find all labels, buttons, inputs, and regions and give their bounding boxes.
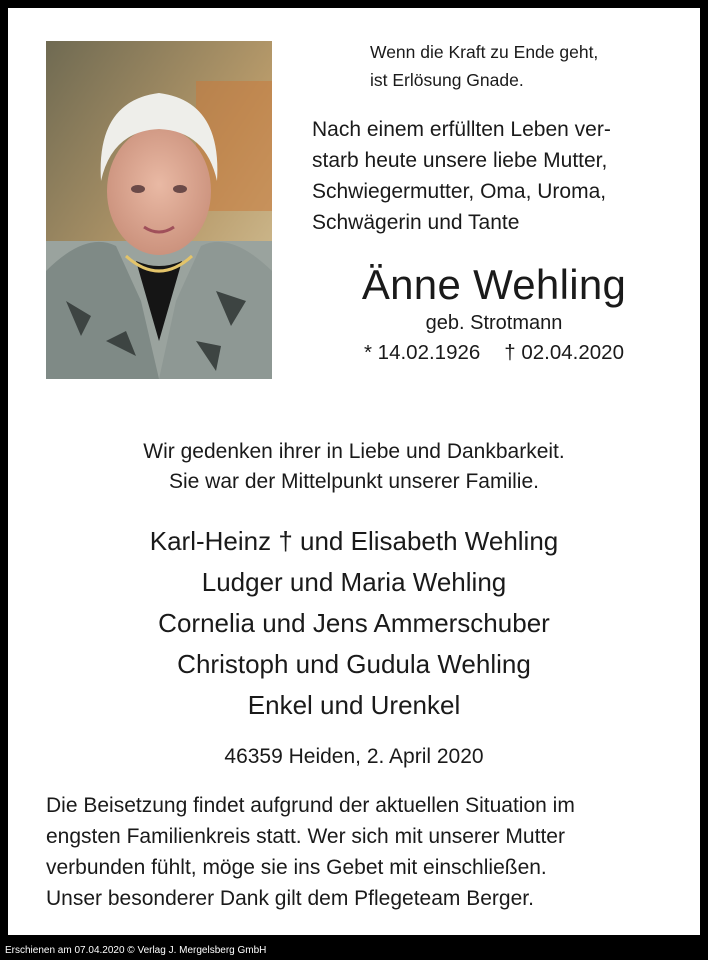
intro-line: Schwiegermutter, Oma, Uroma, [312, 180, 607, 203]
life-dates [304, 339, 684, 367]
mourner-entry: Ludger und Maria Wehling [201, 567, 507, 597]
motto-verse [370, 38, 670, 94]
death-date: † 02.04.2020 [504, 341, 624, 364]
motto-line: Wenn die Kraft zu Ende geht, [370, 42, 599, 62]
notice-line: engsten Familienkreis statt. Wer sich mit unserer Mutter [46, 825, 565, 848]
notice-line: verbunden fühlt, möge sie ins Gebet mit einschließen. [46, 856, 547, 879]
mourner-entry: Cornelia und Jens Ammerschuber [158, 608, 550, 638]
intro-line: starb heute unsere liebe Mutter, [312, 149, 608, 172]
intro-line: Nach einem erfüllten Leben ver- [312, 118, 611, 141]
funeral-notice [46, 790, 662, 914]
mourners-list [8, 521, 700, 726]
remembrance-line: Wir gedenken ihrer in Liebe und Dankbarkeit. [143, 440, 565, 463]
maiden-name: geb. Strotmann [425, 312, 563, 334]
notice-line: Die Beisetzung findet aufgrund der aktuellen Situation im [46, 794, 575, 817]
birth-date: * 14.02.1926 [364, 341, 481, 364]
publication-footer: Erschienen am 07.04.2020 © Verlag J. Mergelsberg GmbH [5, 945, 267, 956]
place-date: 46359 Heiden, 2. April 2020 [224, 745, 484, 768]
portrait-photo [46, 41, 272, 379]
mourner-entry: Christoph und Gudula Wehling [177, 649, 531, 679]
remembrance-line: Sie war der Mittelpunkt unserer Familie. [169, 470, 539, 493]
deceased-name: Änne Wehling [361, 261, 627, 308]
motto-line: ist Erlösung Gnade. [370, 70, 524, 90]
remembrance-text [8, 437, 700, 497]
intro-text [312, 114, 672, 238]
notice-line: Unser besonderer Dank gilt dem Pflegeteam Berger. [46, 887, 534, 910]
obituary-card [8, 8, 700, 935]
intro-line: Schwägerin und Tante [312, 211, 520, 234]
mourner-entry: Enkel und Urenkel [247, 690, 461, 720]
mourner-entry: Karl-Heinz † und Elisabeth Wehling [149, 526, 559, 556]
